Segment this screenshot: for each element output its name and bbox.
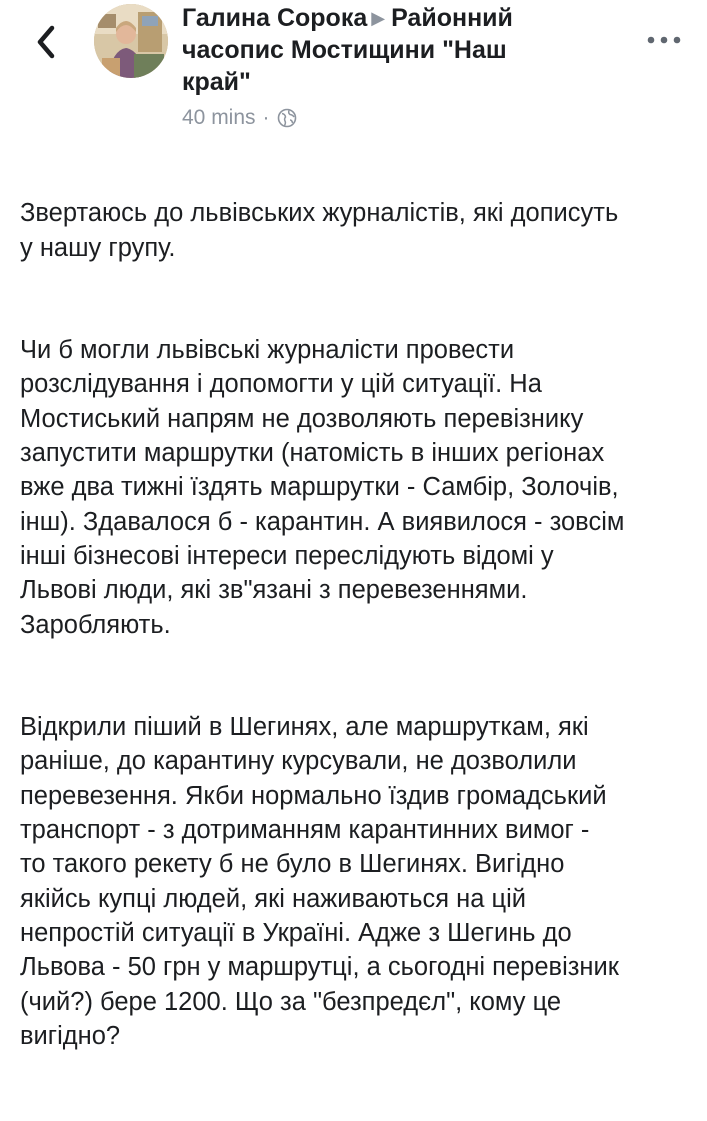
group-name-line-2[interactable]: часопис Мостищини "Наш (182, 36, 507, 64)
group-name-line-3[interactable]: край" (182, 68, 251, 96)
timestamp[interactable]: 40 mins (182, 106, 256, 129)
globe-icon (277, 108, 297, 128)
post-meta (182, 104, 297, 132)
meta-separator: · (262, 106, 270, 129)
post-paragraph: Звертаюсь до львівських журналістів, які дописуть у нашу групу. (20, 199, 619, 262)
post-text (20, 162, 700, 1121)
back-button[interactable] (26, 20, 66, 64)
more-options-icon (644, 35, 684, 45)
chevron-left-icon (36, 25, 56, 59)
post-header (0, 0, 707, 150)
post-paragraph: Відкрили піший в Шегинях, але маршруткам, які раніше, до карантину курсували, не дозволили перевезення. Якби нормально їздив громадський транспорт - з дотриманням карантинних вимог - то такого рекету б не було в Шегинях. Вигідно якійсь купці людей, які наживаються на цій непростій ситуації в Україні. Адже з Шегинь до Львова - 50 грн у маршрутці, а сьогодні перевізник (чий?) бере 1200. Що за "безпредєл", кому це вигідно? (20, 713, 619, 1050)
post-paragraph: Чи б могли львівські журналісти провести розслідування і допомогти у цій ситуації. На Мостиський напрям не дозволяють перевізнику запустити маршрутки (натомість в інших регіонах вже два тижні їздять маршрутки - Самбір, Золочів, інш). Здавалося б - карантин. А виявилося - зовсім інші бізнесові інтереси переслідують відомі у Львові люди, які зв"язані з перевезеннями. Заробляють. (20, 336, 625, 639)
group-name-line-1[interactable]: Районний (391, 4, 513, 32)
avatar-photo (94, 4, 168, 78)
triangle-right-icon: ▶ (371, 8, 386, 28)
avatar[interactable] (94, 4, 168, 78)
more-options-button[interactable] (640, 24, 688, 56)
author-name[interactable]: Галина Сорока (182, 4, 368, 32)
post-title (182, 2, 602, 98)
